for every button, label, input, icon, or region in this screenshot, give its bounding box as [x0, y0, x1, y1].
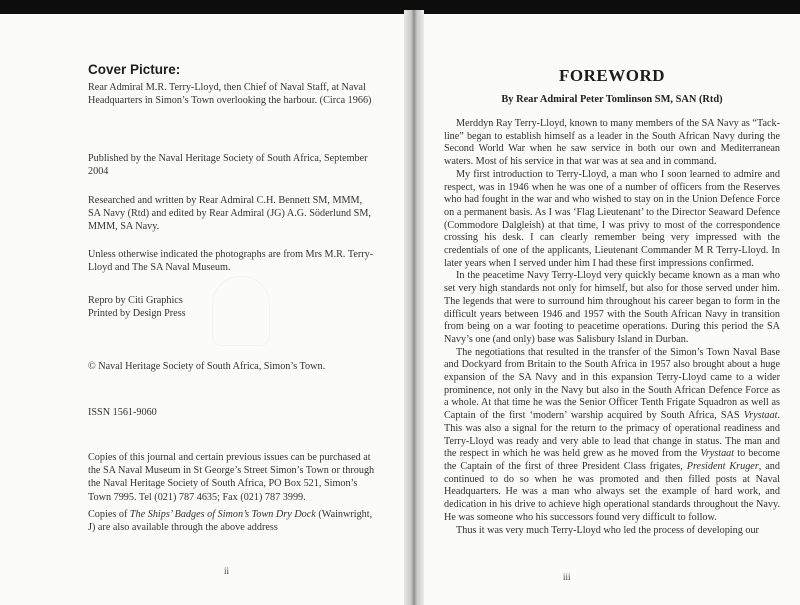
purchase-info: Copies of this journal and certain previous issues can be purchased at the SA Naval Museum in St George’s Street Simon’s Town or through the Naval Heritage Society of South Africa, PO Box 521, Simon’s Town 7995. Tel (021) 787 4635; Fax (021) 787 3999.	[88, 452, 375, 503]
ship-name: President Kruger	[686, 460, 759, 472]
cover-caption: Rear Admiral M.R. Terry-Lloyd, then Chief of Naval Staff, at Naval Headquarters in Simon’s Town overlooking the harbour. (Circa 1966)	[88, 82, 372, 107]
published-by: Published by the Naval Heritage Society of South Africa, September 2004	[88, 153, 368, 178]
paragraph-1: Merddyn Ray Terry-Lloyd, known to many members of the SA Navy as “Tack-line” began to establish himself as a leader in the South African Navy during the Second World War when he saw service in both our own and Mediterranean waters. Most of his service in that war was at sea and in command.	[444, 118, 780, 168]
badges-note: Copies of The Ships’ Badges of Simon’s Town Dry Dock (Wainwright, J) are also available through the above address	[88, 509, 373, 534]
badges-book-title: The Ships’ Badges of Simon’s Town Dry Dock	[129, 509, 316, 520]
right-page	[424, 14, 800, 605]
page-number-right: iii	[563, 572, 571, 582]
left-page	[0, 14, 405, 605]
foreword-body	[444, 118, 780, 537]
paragraph-5: Thus it was very much Terry-Lloyd who led the process of developing our	[456, 524, 759, 536]
print-credits	[88, 294, 348, 320]
printed-credit: Printed by Design Press	[88, 308, 186, 320]
cover-picture-heading: Cover Picture:	[88, 62, 181, 77]
paragraph-2: My first introduction to Terry-Lloyd, a man who I soon learned to admire and respect, was in 1946 when he was one of a number of officers from the Reserves who had fought in the war and who wished to stay on in the Union Defence Force on a permanent basis. As I was ‘Flag Lieutenant’ to the Director Seaward Defence (Commodore Dalgleish) at that time, I was privy to most of the correspondence crossing his desk. I can clearly remember being very impressed with the credentials of one of the applicants, Lieutenant Commander M R Terry-Lloyd. In later years when I served under him I had these first impressions confirmed.	[444, 168, 780, 269]
researched-by: Researched and written by Rear Admiral C.H. Bennett SM, MMM, SA Navy (Rtd) and edited by Rear Admiral (JG) A.G. Söderlund SM, MMM, SA Navy.	[88, 195, 371, 233]
ship-name: Vrystaat	[700, 448, 735, 460]
ship-name: Vrystaat	[743, 410, 778, 422]
book-gutter	[404, 10, 424, 605]
photographs-credit: Unless otherwise indicated the photographs are from Mrs M.R. Terry-Lloyd and The SA Naval Museum.	[88, 249, 374, 274]
foreword-title: FOREWORD	[559, 66, 665, 85]
foreword-byline: By Rear Admiral Peter Tomlinson SM, SAN (Rtd)	[501, 94, 723, 105]
copyright-notice: © Naval Heritage Society of South Africa, Simon’s Town.	[88, 361, 326, 372]
issn: ISSN 1561-9060	[88, 407, 157, 418]
page-number-left: ii	[224, 566, 230, 576]
repro-credit: Repro by Citi Graphics	[88, 295, 183, 306]
paragraph-4: The negotiations that resulted in the transfer of the Simon’s Town Naval Base and Dockyard from Britain to the South Africa in 1957 also brought about a huge expansion of the SA Navy and in this expansion Terry-Lloyd came to a wider prominence, not only in the Navy but also in the South African Defence Force as a whole. At that time he was the Senior Officer Tenth Frigate Squadron as well as Captain of the first ‘modern’ warship acquired by South Africa, SAS Vrystaat. This was also a signal for the return to the primacy of operational readiness and Terry-Lloyd was ready and very able to lead that change in status. The man and the respect in which he was held grew as he moved from the Vrystaat to become the Captain of the first of three President Class frigates, President Kruger, and continued to do so when he was promoted and then filled posts at Naval Headquarters. He was a man who always set the example of hard work, and dedication in his drive to achieve high operational standards throughout the Navy. He was someone who his successors found very difficult to follow.	[444, 346, 780, 523]
paragraph-3: In the peacetime Navy Terry-Lloyd very quickly became known as a man who set very high standards not only for himself, but also for those served under him. The legends that were to surround him throughout his career began to form in the difficult years between 1946 and 1957 with the South African Navy in transition from being on a war footing to peacetime operations. During this period the SA Navy’s one (and only) base was Salisbury Island in Durban.	[444, 270, 780, 345]
scan-top-edge	[0, 0, 800, 14]
